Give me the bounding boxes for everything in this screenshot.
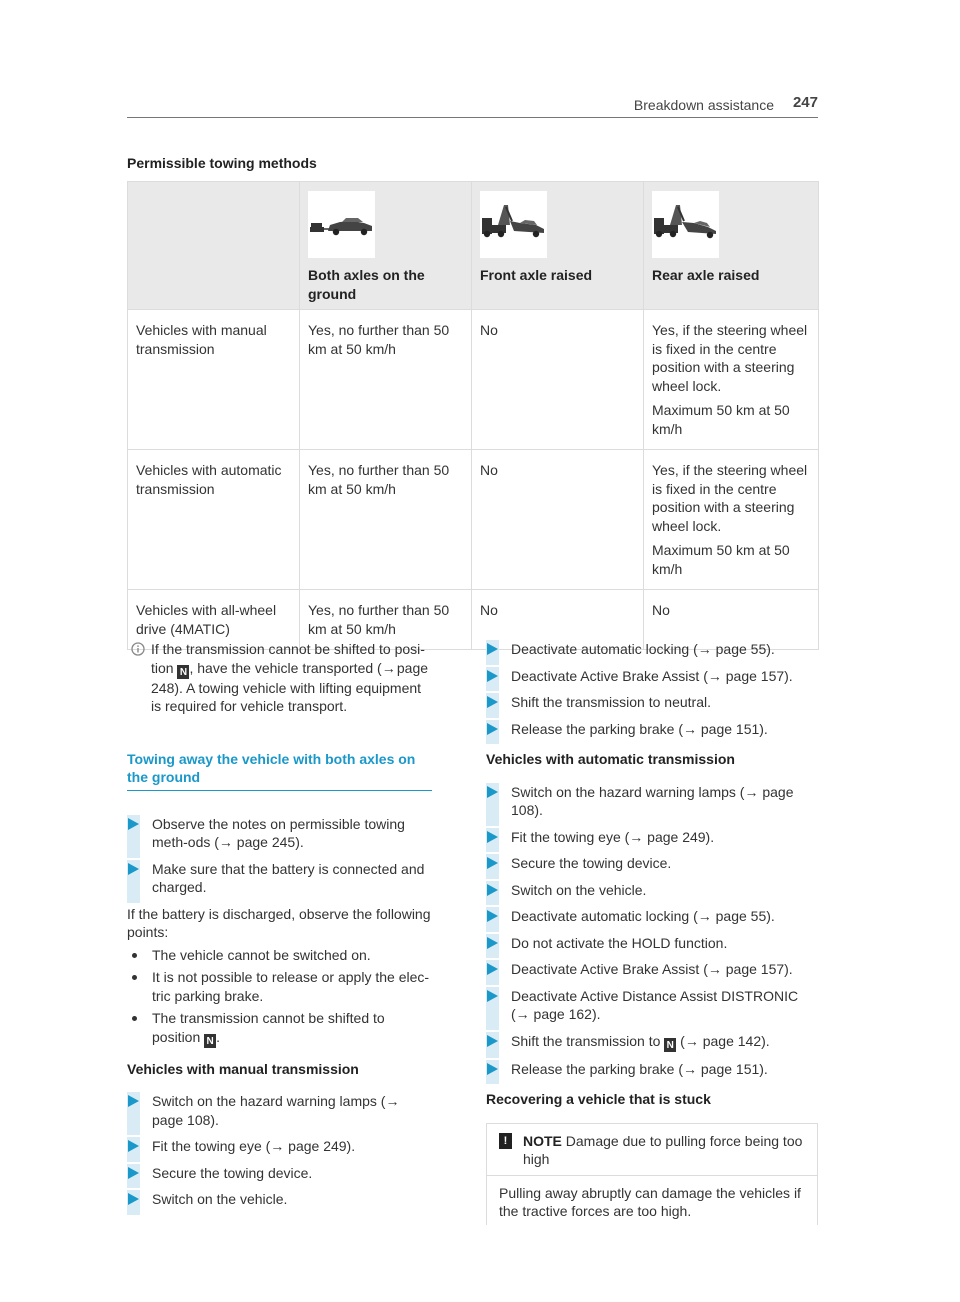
table-header-empty: [128, 182, 300, 310]
cell-both-axles: Yes, no further than 50 km at 50 km/h: [300, 310, 472, 450]
gear-n-symbol: N: [664, 1038, 676, 1052]
note-box: [486, 1123, 818, 1225]
step-deactivate-distronic: [486, 987, 818, 1024]
bullet-icon: [132, 953, 137, 958]
step-check-battery: [127, 860, 432, 897]
step-text[interactable]: Release the parking brake (→ page 151).: [511, 1060, 768, 1077]
tow-truck-front-axle-icon: [480, 191, 547, 258]
cell-both-axles: Yes, no further than 50 km at 50 km/h: [300, 590, 472, 650]
step-arrow-icon: [487, 831, 498, 843]
info-text-3[interactable]: page 248). A towing vehicle with lifting equipment is required for vehicle transport.: [151, 659, 429, 714]
step-deactivate-locking: [486, 907, 818, 926]
step-text: Secure the towing device.: [152, 1164, 313, 1181]
list-item: [127, 968, 432, 1005]
table-header-row: [128, 182, 819, 310]
step-text[interactable]: Switch on the hazard warning lamps (→ page 108).: [511, 783, 794, 818]
step-arrow-icon: [487, 723, 498, 735]
step-text[interactable]: Switch on the hazard warning lamps (→ page 108).: [152, 1093, 400, 1128]
cell-front-axle: No: [472, 450, 644, 590]
left-column: [127, 640, 432, 1217]
page-ref-arrow-icon: →: [381, 659, 396, 676]
step-arrow-icon: [487, 786, 498, 798]
section-title: Breakdown assistance: [633, 97, 774, 113]
step-text[interactable]: Observe the notes on permissible towing meth-ods (→ page 245).: [152, 815, 405, 850]
step-arrow-icon: [487, 937, 498, 949]
step-secure-device: [486, 854, 818, 873]
step-text[interactable]: Fit the towing eye (→ page 249).: [511, 828, 715, 845]
info-text-1: If the transmission cannot be shifted to posi-tion: [151, 641, 425, 676]
cell-rear-condition: Yes, if the steering wheel is fixed in the centre position with a steering wheel lock.: [652, 322, 808, 394]
step-arrow-icon: [487, 857, 498, 869]
cell-rear-maximum: Maximum 50 km at 50 km/h: [652, 402, 790, 437]
step-arrow-icon: [487, 963, 498, 975]
gear-n-symbol: N: [204, 1034, 216, 1048]
warning-exclamation-icon: !: [499, 1133, 512, 1149]
step-text[interactable]: Fit the towing eye (→ page 249).: [152, 1138, 356, 1154]
section-heading-towing: Towing away the vehicle with both axles on the ground: [127, 750, 432, 791]
step-text[interactable]: Deactivate Active Brake Assist (→ page 157).: [511, 961, 793, 977]
step-fit-towing-eye: [127, 1137, 432, 1156]
header-label-rear-axle: Rear axle raised: [652, 267, 760, 283]
step-release-parking-brake: [486, 1060, 818, 1079]
step-shift-to-n: [486, 1032, 818, 1052]
table-row: [128, 450, 819, 590]
step-arrow-icon: [487, 643, 498, 655]
step-arrow-icon: [487, 1063, 498, 1075]
step-text: Switch on the vehicle.: [511, 881, 647, 898]
step-text: Shift the transmission to neutral.: [511, 694, 711, 710]
note-title: Damage due to pulling force being too high: [523, 1132, 803, 1167]
step-fit-towing-eye: [486, 828, 818, 847]
step-shift-neutral: [486, 693, 818, 712]
info-text-2: , have the vehicle transported (: [189, 659, 382, 676]
page-number: 247: [792, 94, 818, 111]
step-observe-notes: [127, 815, 432, 852]
step-arrow-icon: [128, 818, 139, 830]
step-arrow-icon: [487, 1035, 498, 1047]
step-hazard-lamps: [486, 783, 818, 820]
step-release-parking-brake: [486, 720, 818, 739]
page-title: Permissible towing methods: [127, 155, 317, 171]
subheading-recovering: Recovering a vehicle that is stuck: [486, 1091, 711, 1107]
bullet-end: .: [216, 1028, 221, 1045]
cell-both-axles: Yes, no further than 50 km at 50 km/h: [300, 450, 472, 590]
bullet-text: It is not possible to release or apply the elec-tric parking brake.: [152, 969, 430, 1004]
step-text[interactable]: Deactivate automatic locking (→ page 55).: [511, 908, 775, 924]
towing-methods-table: [127, 181, 819, 650]
step-arrow-icon: [487, 910, 498, 922]
cell-rear-axle: No: [644, 590, 819, 650]
step-text: Switch on the vehicle.: [152, 1191, 288, 1207]
cell-rear-maximum: Maximum 50 km at 50 km/h: [652, 542, 790, 577]
cell-rear-condition: Yes, if the steering wheel is fixed in the centre position with a steering wheel lock.: [652, 462, 808, 534]
list-item: [127, 946, 432, 965]
step-secure-device: [127, 1164, 432, 1183]
step-arrow-icon: [487, 990, 498, 1002]
step-arrow-icon: [128, 863, 139, 875]
header-label-both-axles: Both axles on the ground: [308, 267, 425, 302]
step-page-ref[interactable]: (→ page 142).: [676, 1032, 770, 1049]
table-row: [128, 310, 819, 450]
step-arrow-icon: [128, 1167, 139, 1179]
row-label: Vehicles with all-wheel drive (4MATIC): [128, 590, 300, 650]
row-label: Vehicles with automatic transmission: [128, 450, 300, 590]
row-label: Vehicles with manual transmission: [128, 310, 300, 450]
bullet-icon: [132, 975, 137, 980]
subheading-automatic: Vehicles with automatic transmission: [486, 751, 735, 767]
bullet-text: The transmission cannot be shifted to position: [152, 1010, 385, 1045]
tow-truck-rear-axle-icon: [652, 191, 719, 258]
step-arrow-icon: [128, 1140, 139, 1152]
page-header: [127, 94, 818, 118]
step-text: Do not activate the HOLD function.: [511, 934, 728, 951]
discharged-intro: If the battery is discharged, observe the following points:: [127, 905, 431, 940]
step-arrow-icon: [487, 670, 498, 682]
table-header-front-axle: [472, 182, 644, 310]
step-text: Secure the towing device.: [511, 855, 672, 871]
info-icon: [131, 642, 145, 661]
step-deactivate-locking: [486, 640, 818, 659]
note-body: Pulling away abruptly can damage the vehicles if the tractive forces are too high.: [499, 1184, 801, 1219]
bullet-text: The vehicle cannot be switched on.: [152, 946, 371, 963]
cell-front-axle: No: [472, 590, 644, 650]
step-deactivate-brake-assist: [486, 667, 818, 686]
step-text: Make sure that the battery is connected and charged.: [152, 860, 425, 895]
step-arrow-icon: [128, 1095, 139, 1107]
step-hazard-lamps: [127, 1092, 432, 1129]
step-switch-on-vehicle: [127, 1190, 432, 1209]
step-arrow-icon: [487, 696, 498, 708]
step-text[interactable]: Deactivate Active Distance Assist DISTRONIC (→ page 162).: [511, 987, 799, 1022]
header-label-front-axle: Front axle raised: [480, 267, 593, 283]
step-switch-on-vehicle: [486, 881, 818, 900]
note-header: [487, 1124, 817, 1176]
step-text[interactable]: Deactivate automatic locking (→ page 55).: [511, 641, 775, 657]
right-column: [486, 640, 818, 1225]
subheading-manual: Vehicles with manual transmission: [127, 1060, 359, 1077]
table-header-both-axles: [300, 182, 472, 310]
step-text[interactable]: Deactivate Active Brake Assist (→ page 157).: [511, 667, 793, 684]
step-text: Shift the transmission to: [511, 1032, 665, 1049]
list-item: [127, 1009, 432, 1048]
cell-rear-axle: [644, 310, 819, 450]
step-arrow-icon: [128, 1193, 139, 1205]
step-deactivate-brake-assist: [486, 960, 818, 979]
car-both-axles-icon: [308, 191, 375, 258]
step-text[interactable]: Release the parking brake (→ page 151).: [511, 720, 768, 737]
bullet-icon: [132, 1016, 137, 1021]
note-label: NOTE: [523, 1132, 562, 1149]
cell-rear-axle: [644, 450, 819, 590]
gear-n-symbol: N: [177, 665, 189, 679]
step-hold-function: [486, 934, 818, 953]
cell-front-axle: No: [472, 310, 644, 450]
table-header-rear-axle: [644, 182, 819, 310]
info-note: [127, 640, 432, 716]
step-arrow-icon: [487, 884, 498, 896]
